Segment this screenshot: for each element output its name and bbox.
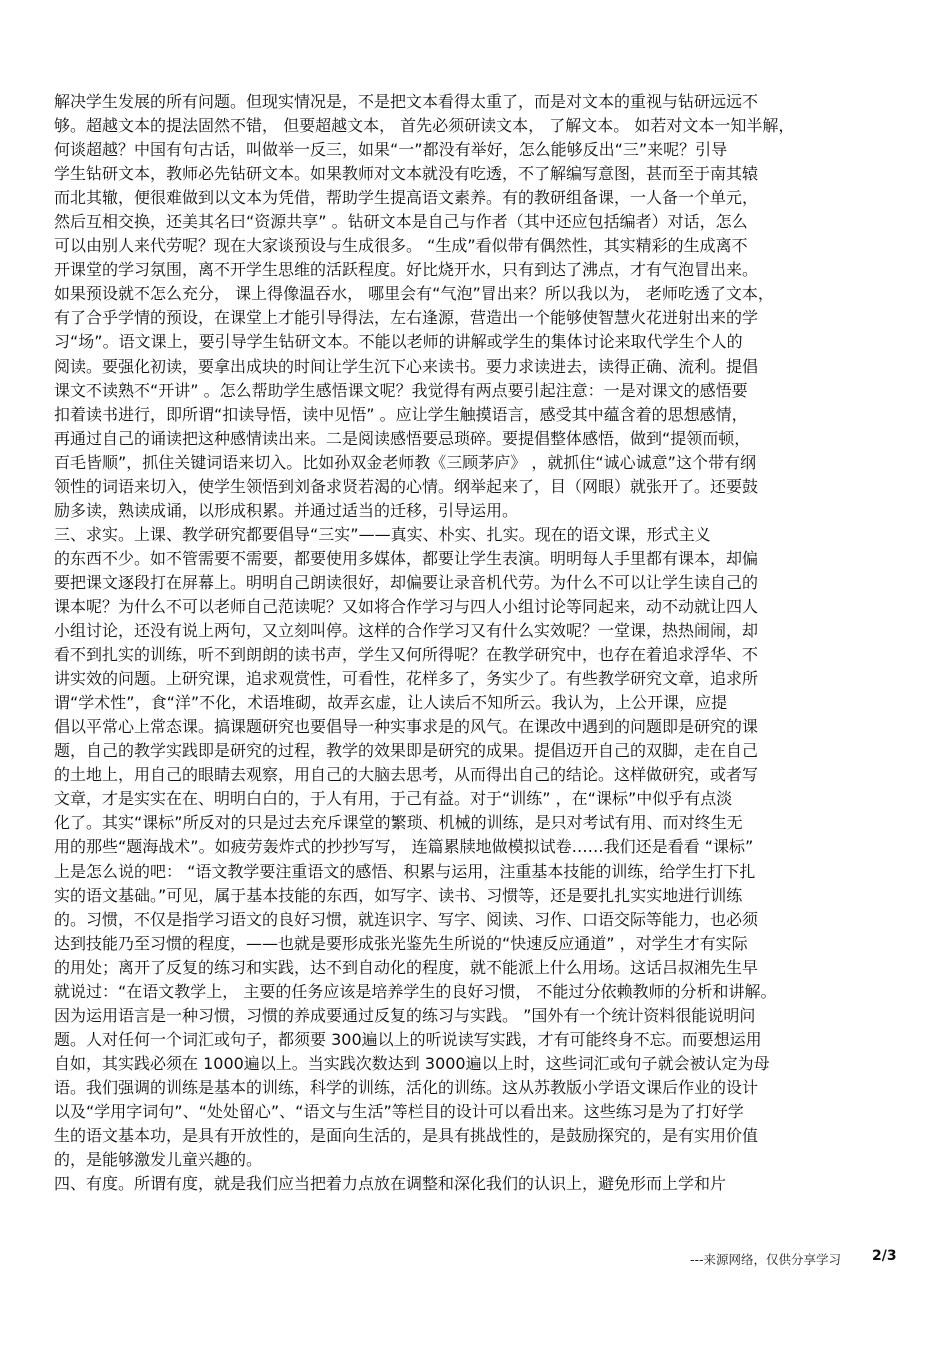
text-line: 因为运用语言是一种习惯，习惯的养成要通过反复的练习与实践。 ”国外有一个统计资料很能说明问 <box>54 1005 756 1025</box>
text-line: 以及“学用字词句”、“处处留心”、“语文与生活”等栏目的设计可以看出来。这些练习是为了打好学 <box>54 1101 744 1121</box>
text-line: 谓“学术性”，食“洋”不化，术语堆砌，故弄玄虚，让人读后不知所云。我认为，上公开课，应提 <box>54 693 728 713</box>
text-line: 小组讨论，还没有说上两句，又立刻叫停。这样的合作学习又有什么实效呢？一堂课，热热闹闹，却 <box>54 621 759 641</box>
text-line: 要把课文逐段打在屏幕上。明明自己朗读很好，却偏要让录音机代劳。为什么不可以让学生读自己的 <box>54 572 759 592</box>
text-line: 自如，其实践必须在 1000遍以上。当实践次数达到 3000遍以上时，这些词汇或句子就会被认定为母 <box>54 1053 770 1073</box>
text-line: 生的语文基本功，是具有开放性的，是面向生活的，是具有挑战性的，是鼓励探究的，是有实用价值 <box>54 1126 759 1146</box>
text-line: 习“场”。语文课上，要引导学生钻研文本。不能以老师的讲解或学生的集体讨论来取代学生个人的 <box>54 332 743 352</box>
text-line: 励多读，熟读成诵，以形成积累。并通过适当的迁移，引导运用。 <box>54 500 519 520</box>
text-line: 的土地上，用自己的眼睛去观察，用自己的大脑去思考，从而得出自己的结论。这样做研究，或者写 <box>54 765 759 785</box>
text-line: 阅读。要强化初读，要拿出成块的时间让学生沉下心来读书。要力求读进去，读得正确、流利。提倡 <box>54 356 759 376</box>
text-line: 的。习惯，不仅是指学习语文的良好习惯，就连识字、写字、阅读、习作、口语交际等能力，也必须 <box>54 909 759 929</box>
text-line: 学生钻研文本，教师必先钻研文本。如果教师对文本就没有吃透，不了解编写意图，甚而至于南其辕 <box>54 164 759 184</box>
text-line: 够。超越文本的提法固然不错， 但要超越文本， 首先必须研读文本， 了解文本。 如若对文本一知半解， <box>54 116 795 136</box>
page-number: 2/3 <box>872 1248 897 1264</box>
text-line: 课本呢？为什么不可以老师自己范读呢？又如将合作学习与四人小组讨论等同起来，动不动就让四人 <box>54 596 759 616</box>
text-line: 题。人对任何一个词汇或句子，都须要 300遍以上的听说读写实践，才有可能终身不忘。而要想运用 <box>54 1029 762 1049</box>
text-line: 何谈超越？中国有句古话，叫做举一反三，如果“一”都没有举好，怎么能够反出“三”来呢？引导 <box>54 140 728 160</box>
text-line: 四、有度。所谓有度，就是我们应当把着力点放在调整和深化我们的认识上，避免形而上学和片 <box>54 1174 727 1194</box>
footer-source-note: ---来源网络，仅供分享学习 <box>690 1252 842 1267</box>
text-line: 再通过自己的诵读把这种感情读出来。二是阅读感悟要忌琐碎。要提倡整体感悟，做到“提领而顿， <box>54 428 751 448</box>
text-line: 的用处；离开了反复的练习和实践，达不到自动化的程度，就不能派上什么用场。这话吕叔湘先生早 <box>54 957 759 977</box>
text-line: 的，是能够激发儿童兴趣的。 <box>54 1150 263 1170</box>
text-line: 扣着读书进行，即所谓“扣读导悟，读中见悟” 。应让学生触摸语言，感受其中蕴含着的思想感情， <box>54 404 748 424</box>
text-line: 上是怎么说的吧： “语文教学要注重语文的感悟、积累与运用，注重基本技能的训练，给学生打下扎 <box>54 861 756 881</box>
text-line: 倡以平常心上常态课。搞课题研究也要倡导一种实事求是的风气。在课改中遇到的问题即是研究的课 <box>54 717 759 737</box>
text-line: 如果预设就不怎么充分， 课上得像温吞水， 哪里会有“气泡”冒出来？所以我以为， 老师吃透了文本， <box>54 284 774 304</box>
text-line: 而北其辙，便很难做到以文本为凭借，帮助学生提高语文素养。有的教研组备课，一人备一个单元， <box>54 188 759 208</box>
text-line: 三、求实。上课、教学研究都要倡导“三实”——真实、朴实、扎实。现在的语文课，形式主义 <box>54 524 711 544</box>
text-line: 就说过：“在语文教学上， 主要的任务应该是培养学生的良好习惯， 不能过分依赖教师的分析和讲解。 <box>54 981 777 1001</box>
text-line: 看不到扎实的训练，听不到朗朗的读书声，学生又何所得呢？在教学研究中，也存在着追求浮华、不 <box>54 645 759 665</box>
text-line: 开课堂的学习氛围，离不开学生思维的活跃程度。好比烧开水，只有到达了沸点，才有气泡冒出来。 <box>54 260 759 280</box>
text-line: 百毛皆顺”，抓住关键词语来切入。比如孙双金老师教《三顾茅庐》 ，就抓住“诚心诚意”这个带有纲 <box>54 452 756 472</box>
text-line: 领性的词语来切入，使学生领悟到刘备求贤若渴的心情。纲举起来了，目（网眼）就张开了。还要鼓 <box>54 476 759 496</box>
text-line: 课文不读熟不“开讲” 。怎么帮助学生感悟课文呢？我觉得有两点要引起注意：一是对课文的感悟要 <box>54 380 748 400</box>
text-line: 语。我们强调的训练是基本的训练，科学的训练，活化的训练。这从苏教版小学语文课后作业的设计 <box>54 1077 759 1097</box>
text-line: 有了合乎学情的预设，在课堂上才能引导得法，左右逢源，营造出一个能够使智慧火花迸射出来的学 <box>54 308 759 328</box>
text-line: 解决学生发展的所有问题。但现实情况是，不是把文本看得太重了，而是对文本的重视与钻研远远不 <box>54 92 759 111</box>
text-line: 达到技能乃至习惯的程度，——也就是要形成张光鉴先生所说的“快速反应通道” ，对学生才有实际 <box>54 933 748 953</box>
text-line: 化了。其实“课标”所反对的只是过去充斥课堂的繁琐、机械的训练，是只对考试有用、而对终生无 <box>54 813 743 833</box>
text-line: 实的语文基础。”可见，属于基本技能的东西，如写字、读书、习惯等，还是要扎扎实实地进行训练 <box>54 885 743 905</box>
text-line: 讲实效的问题。上研究课，追求观赏性，可看性，花样多了，务实少了。有些教学研究文章，追求所 <box>54 669 759 689</box>
text-line: 用的那些“题海战术”。如疲劳轰炸式的抄抄写写， 连篇累牍地做模拟试卷……我们还是看看 “课标” <box>54 837 754 857</box>
text-line: 然后互相交换，还美其名曰“资源共享” 。钻研文本是自己与作者（其中还应包括编者）对话，怎么 <box>54 212 748 232</box>
text-line: 的东西不少。如不管需要不需要，都要使用多媒体，都要让学生表演。明明每人手里都有课本，却偏 <box>54 548 759 568</box>
text-line: 题，自己的教学实践即是研究的过程，教学的效果即是研究的成果。提倡迈开自己的双脚，走在自己 <box>54 741 759 761</box>
body-text <box>54 90 900 1196</box>
text-line: 可以由别人来代劳呢？现在大家谈预设与生成很多。 “生成”看似带有偶然性，其实精彩的生成离不 <box>54 236 748 256</box>
text-line: 文章，才是实实在在、明明白白的，于人有用，于己有益。对于“训练” ，在“课标”中似乎有点淡 <box>54 789 733 809</box>
